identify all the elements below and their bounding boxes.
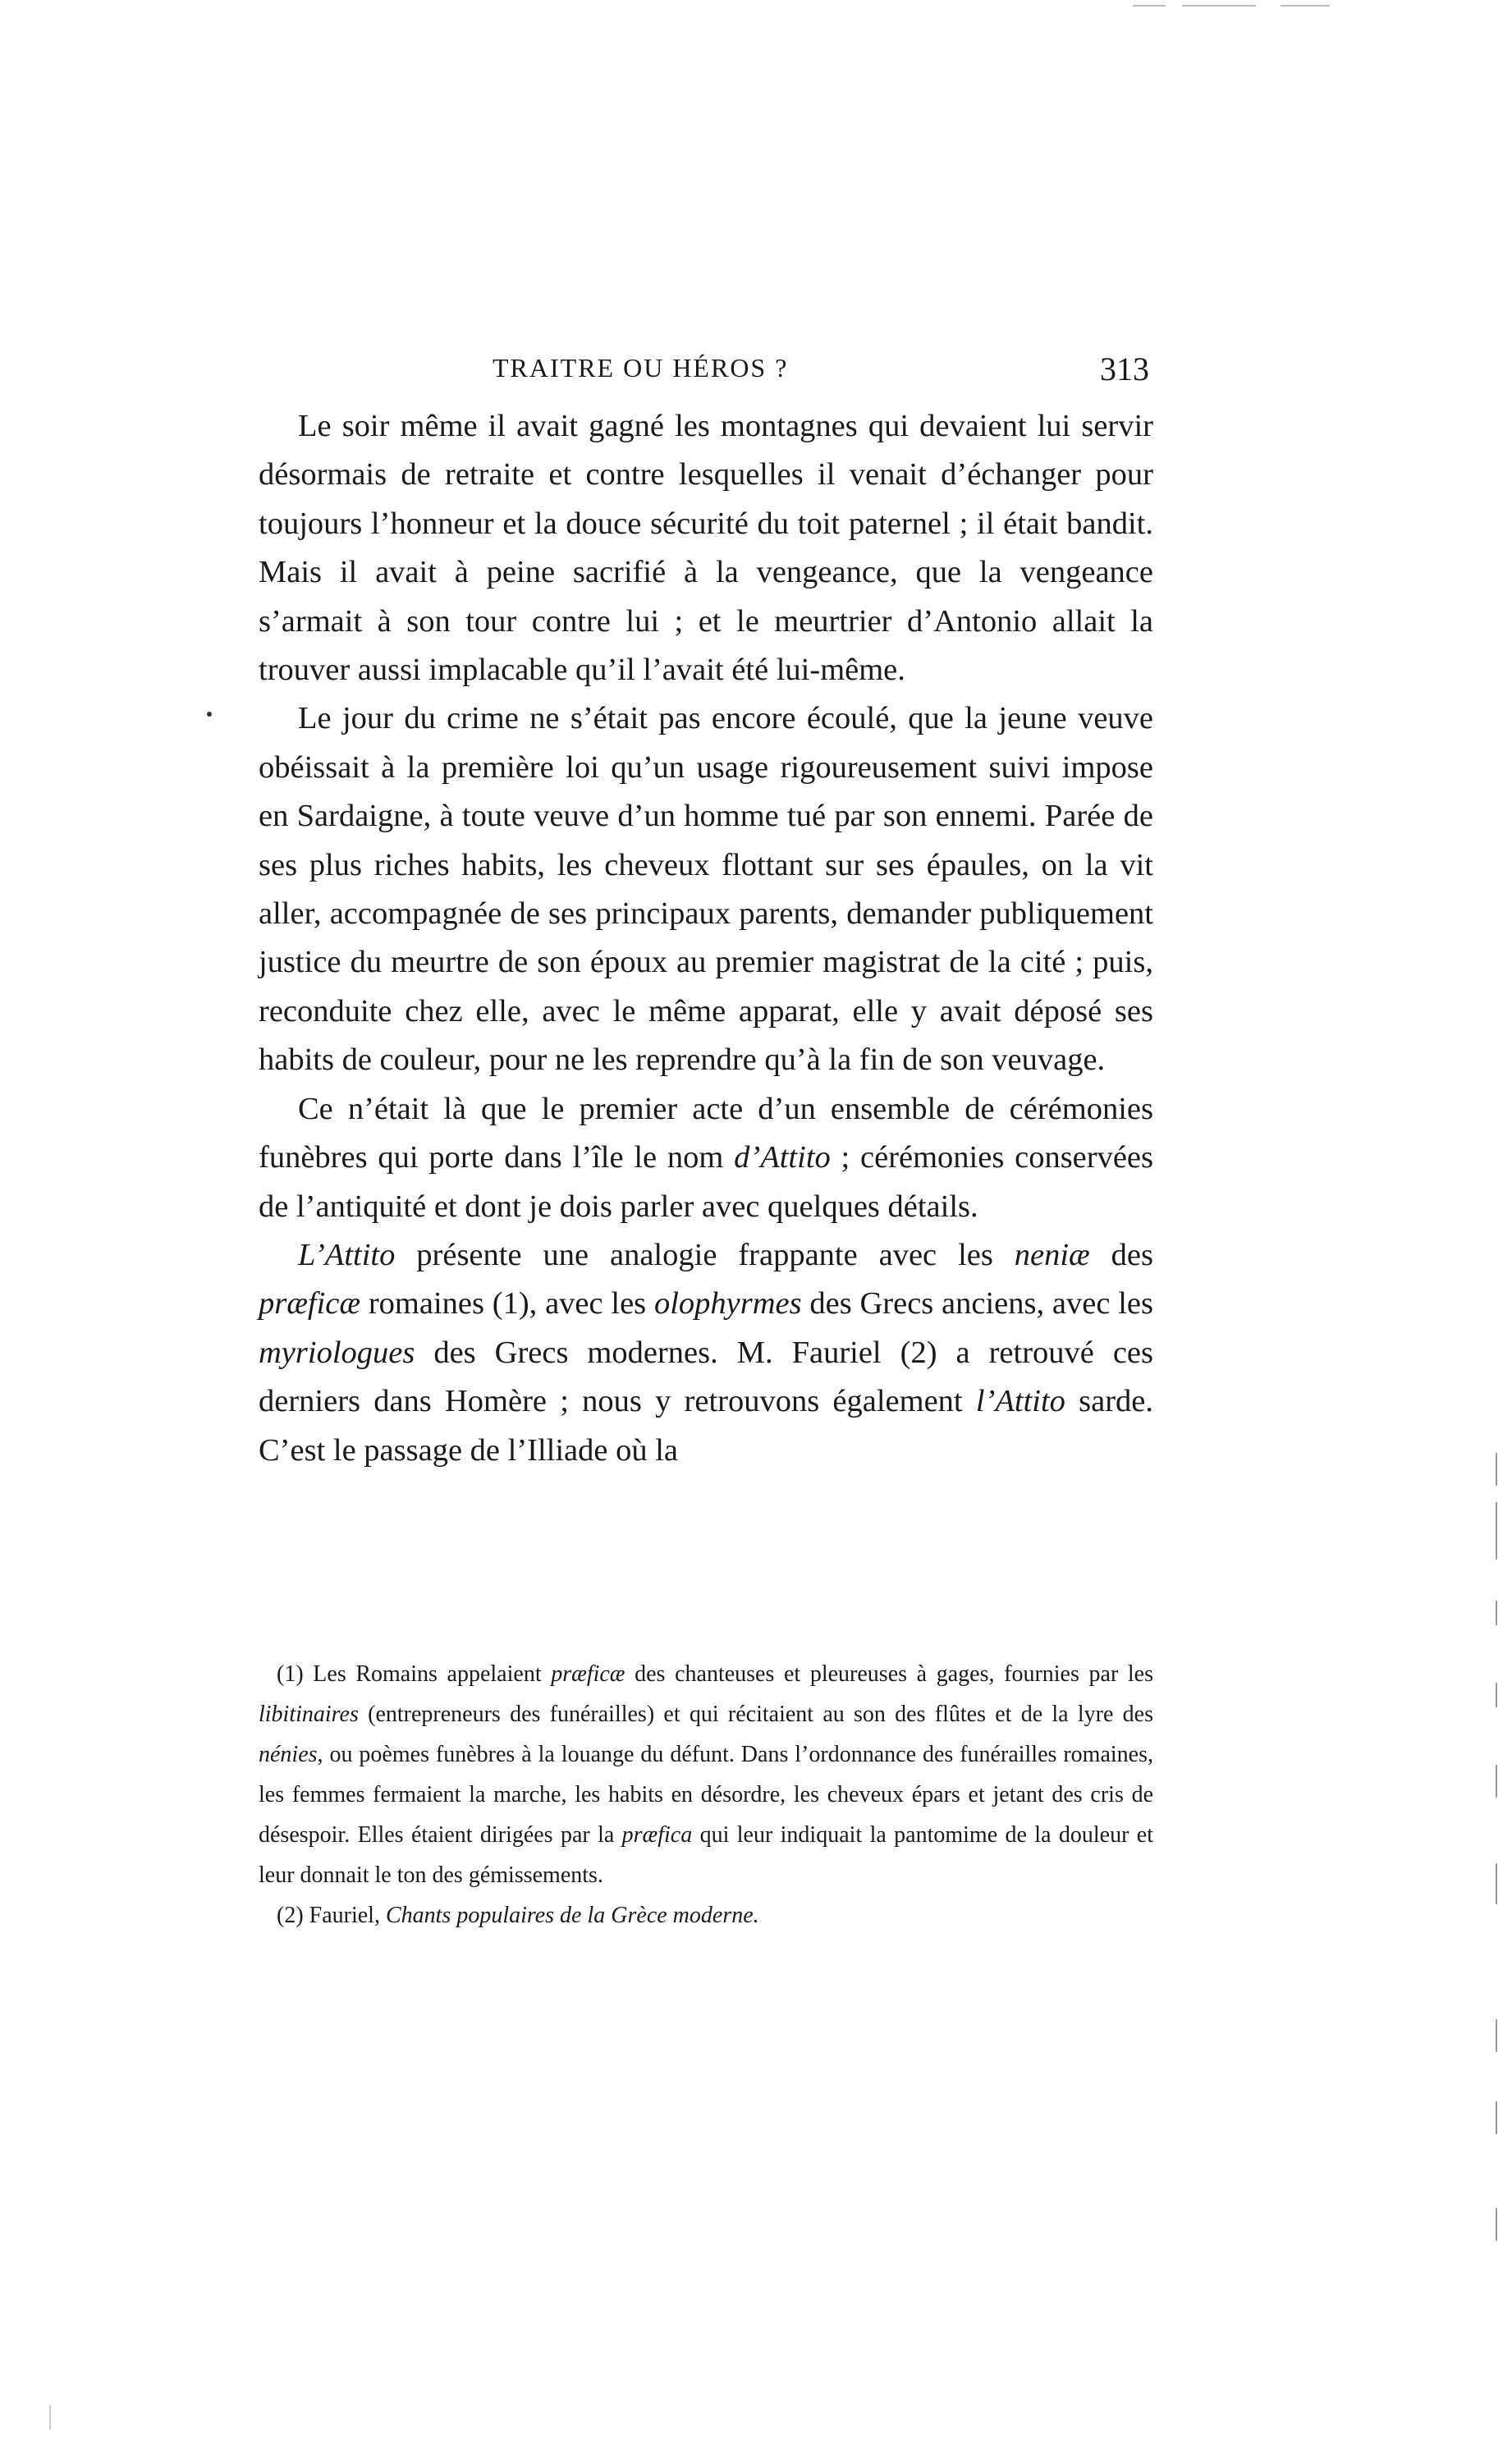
paragraph: [259, 1085, 1153, 1231]
italic-text: L’Attito: [298, 1237, 396, 1272]
scan-edge-mark: [1496, 2101, 1497, 2134]
text-run: des Grecs modernes. M. Fauriel (2) a retrouvé ces derniers dans Homère ; nous y retrouvons également: [259, 1335, 1153, 1419]
scan-edge-mark: [1496, 1765, 1497, 1798]
text-run: qui leur indiquait la pantomime de la douleur et leur donnait le ton des gémissements.: [259, 1822, 1153, 1888]
text-run: romaines (1), avec les: [360, 1286, 654, 1322]
text-run: sarde. C’est le passage de l’Illiade où la: [259, 1384, 1153, 1468]
text-run: (2) Fauriel,: [277, 1903, 386, 1928]
scan-edge-mark: [1496, 1601, 1497, 1625]
scan-edge-mark: [49, 2405, 51, 2430]
scan-edge-mark: [1496, 1453, 1497, 1486]
scan-edge-mark: [1496, 1683, 1497, 1707]
running-head-title: TRAITRE OU HÉROS ?: [493, 353, 789, 383]
text-run: des Grecs anciens, avec les: [801, 1286, 1153, 1322]
text-run: (entrepreneurs des funérailles) et qui récitaient au son des flûtes et de la lyre des: [358, 1702, 1153, 1727]
scan-edge-line: [1281, 5, 1330, 7]
footnotes: [259, 1654, 1153, 1936]
italic-text: olophyrmes: [653, 1286, 802, 1322]
italic-text: præfica: [621, 1822, 693, 1848]
footnote: [259, 1654, 1153, 1895]
margin-speck: [207, 712, 212, 717]
text-run: (1) Les Romains appelaient: [277, 1661, 552, 1687]
paragraph: [259, 402, 1153, 694]
italic-text: nénies: [259, 1742, 318, 1767]
scan-edge-line: [1133, 5, 1166, 7]
body-text: [259, 402, 1153, 1475]
italic-text: l’Attito: [975, 1384, 1065, 1419]
page-number: 313: [1100, 350, 1149, 387]
italic-text: Chants populaires de la Grèce moderne.: [385, 1903, 759, 1928]
text-run: des: [1089, 1237, 1153, 1272]
text-run: Ce n’était là que le premier acte d’un ensemble de cérémonies funèbres qui porte dans l’île le nom: [259, 1091, 1153, 1175]
scan-edge-line: [1182, 5, 1256, 7]
italic-text: d’Attito: [734, 1140, 831, 1175]
italic-text: myriologues: [259, 1335, 415, 1370]
paragraph: [259, 694, 1153, 1084]
text-run: Le soir même il avait gagné les montagnes qui devaient lui servir désormais de retraite et contre lesquelles il venait d’échanger pour toujours l’honneur et la douce sécurité du toit paternel ; il était bandit. Mais il avait à peine sacrifié à la vengeance, que la vengeance s’armait à son tour contre lui ; et le meurtrier d’Antonio allait la trouver aussi implacable qu’il l’avait été lui-même.: [259, 409, 1153, 688]
text-run: Le jour du crime ne s’était pas encore écoulé, que la jeune veuve obéissait à la première loi qu’un usage rigoureusement suivi impose en Sardaigne, à toute veuve d’un homme tué par son ennemi. Parée de ses plus riches habits, les cheveux flottant sur ses épaules, on la vit aller, accompagnée de ses principaux parents, demander publiquement justice du meurtre de son époux au premier magistrat de la cité ; puis, reconduite chez elle, avec le même apparat, elle y avait déposé ses habits de couleur, pour ne les reprendre qu’à la fin de son veuvage.: [259, 701, 1153, 1078]
scan-edge-mark: [1496, 1502, 1497, 1560]
paragraph: [259, 1231, 1153, 1475]
running-head: [263, 350, 1149, 402]
text-run: ; cérémonies conservées de l’antiquité et dont je dois parler avec quelques détails.: [259, 1140, 1153, 1224]
italic-text: præficæ: [551, 1661, 625, 1687]
footnote: [259, 1895, 1153, 1936]
scan-edge-mark: [1496, 1863, 1497, 1904]
text-run: présente une analogie frappante avec les: [395, 1237, 1015, 1272]
italic-text: neniæ: [1014, 1237, 1090, 1272]
text-run: , ou poèmes funèbres à la louange du défunt. Dans l’ordonnance des funérailles romaines, les femmes fermaient la marche, les habits en désordre, les cheveux épars et jetant des cris de désespoir. Elles étaient dirigées par la: [259, 1742, 1153, 1848]
text-run: des chanteuses et pleureuses à gages, fournies par les: [625, 1661, 1154, 1687]
italic-text: libitinaires: [259, 1702, 359, 1727]
scan-edge-mark: [1496, 2208, 1497, 2241]
scan-edge-mark: [1496, 2019, 1497, 2052]
italic-text: præficæ: [259, 1286, 361, 1322]
